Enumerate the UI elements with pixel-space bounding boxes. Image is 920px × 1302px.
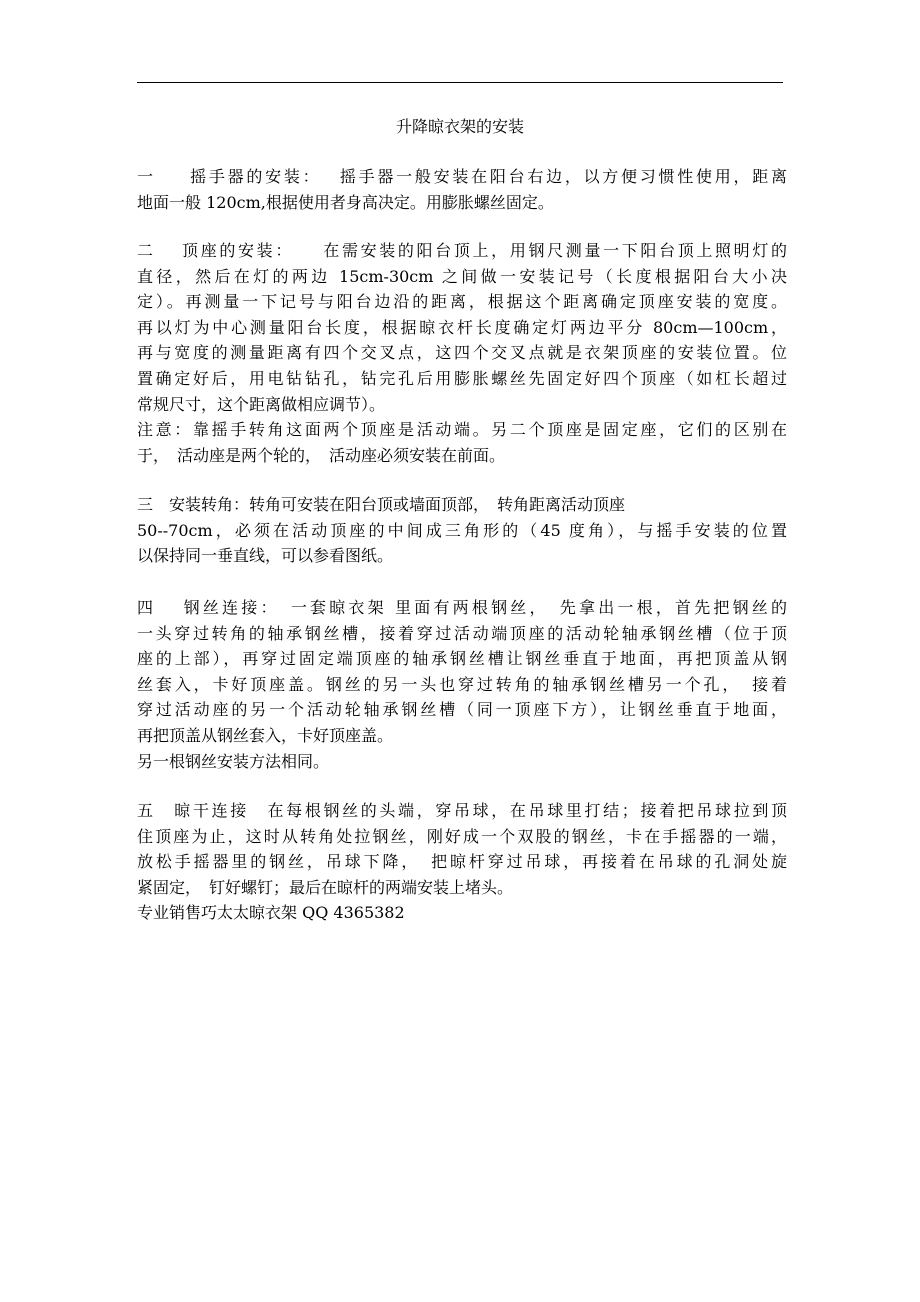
section-corner-installation (137, 492, 787, 569)
text-line: 再与宽度的测量距离有四个交叉点，这四个交叉点就是衣架顶座的安装位置。位 (137, 343, 787, 363)
note-line: 于， 活动座是两个轮的， 活动座必须安装在前面。 (137, 445, 506, 465)
page-title: 升降晾衣架的安装 (395, 117, 524, 136)
text-line: 一 摇手器的安装： 摇手器一般安装在阳台右边，以方便习惯性使用，距离 (137, 167, 787, 186)
text-line: 四 钢丝连接： 一套晾衣架 里面有两根钢丝， 先拿出一根，首先把钢丝的 (137, 598, 787, 617)
text-line: 地面一般 120cm,根据使用者身高决定。用膨胀螺丝固定。 (137, 192, 554, 212)
text-line: 直径，然后在灯的两边 15cm-30cm 之间做一安装记号（长度根据阳台大小决 (137, 266, 787, 286)
text-line: 一头穿过转角的轴承钢丝槽，接着穿过活动端顶座的活动轮轴承钢丝槽（位于顶 (137, 623, 787, 643)
text-line: 常规尺寸，这个距离做相应调节）。 (137, 394, 386, 414)
text-line: 置确定好后，用电钻钻孔，钻完孔后用膨胀螺丝先固定好四个顶座（如杠长超过 (137, 368, 787, 388)
section-ceiling-mount-installation (137, 238, 787, 468)
text-line: 50--70cm，必须在活动顶座的中间成三角形的（45 度角），与摇手安装的位置 (137, 520, 787, 540)
section-drying-rod-connection (137, 798, 787, 926)
text-line: 放松手摇器里的钢丝，吊球下降， 把晾杆穿过吊球，再接着在吊球的孔洞处旋 (137, 852, 787, 872)
note-line: 注意：靠摇手转角这面两个顶座是活动端。另二个顶座是固定座，它们的区别在 (137, 420, 787, 440)
text-line: 穿过活动座的另一个活动轮轴承钢丝槽（同一顶座下方），让钢丝垂直于地面， (137, 700, 787, 720)
text-line: 二 顶座的安装： 在需安装的阳台顶上，用钢尺测量一下阳台顶上照明灯的 (137, 241, 787, 260)
text-line: 住顶座为止，这时从转角处拉钢丝，刚好成一个双股的钢丝，卡在手摇器的一端， (137, 826, 787, 846)
text-line: 另一根钢丝安装方法相同。 (137, 751, 330, 771)
text-line: 三 安装转角：转角可安装在阳台顶或墙面顶部， 转角距离活动顶座 (137, 495, 626, 514)
text-line: 再以灯为中心测量阳台长度，根据晾衣杆长度确定灯两边平分 80cm—100cm， (137, 317, 787, 337)
text-line: 再把顶盖从钢丝套入，卡好顶座盖。 (137, 725, 394, 745)
header-rule (137, 82, 783, 83)
text-line: 紧固定， 钉好螺钉；最后在晾杆的两端安装上堵头。 (137, 877, 514, 897)
text-line: 丝套入，卡好顶座盖。钢丝的另一头也穿过转角的轴承钢丝槽另一个孔， 接着 (137, 674, 787, 694)
text-line: 座的上部），再穿过固定端顶座的轴承钢丝槽让钢丝垂直于地面，再把顶盖从钢 (137, 649, 787, 669)
section-crank-installation (137, 164, 787, 215)
section-wire-connection (137, 595, 787, 774)
text-line: 五 晾干连接 在每根钢丝的头端，穿吊球，在吊球里打结；接着把吊球拉到顶 (137, 801, 787, 820)
seller-contact-line: 专业销售巧太太晾衣架 QQ 4365382 (137, 903, 405, 923)
text-line: 定）。再测量一下记号与阳台边沿的距离，根据这个距离确定顶座安装的宽度。 (137, 292, 787, 312)
text-line: 以保持同一垂直线，可以参看图纸。 (137, 546, 394, 566)
